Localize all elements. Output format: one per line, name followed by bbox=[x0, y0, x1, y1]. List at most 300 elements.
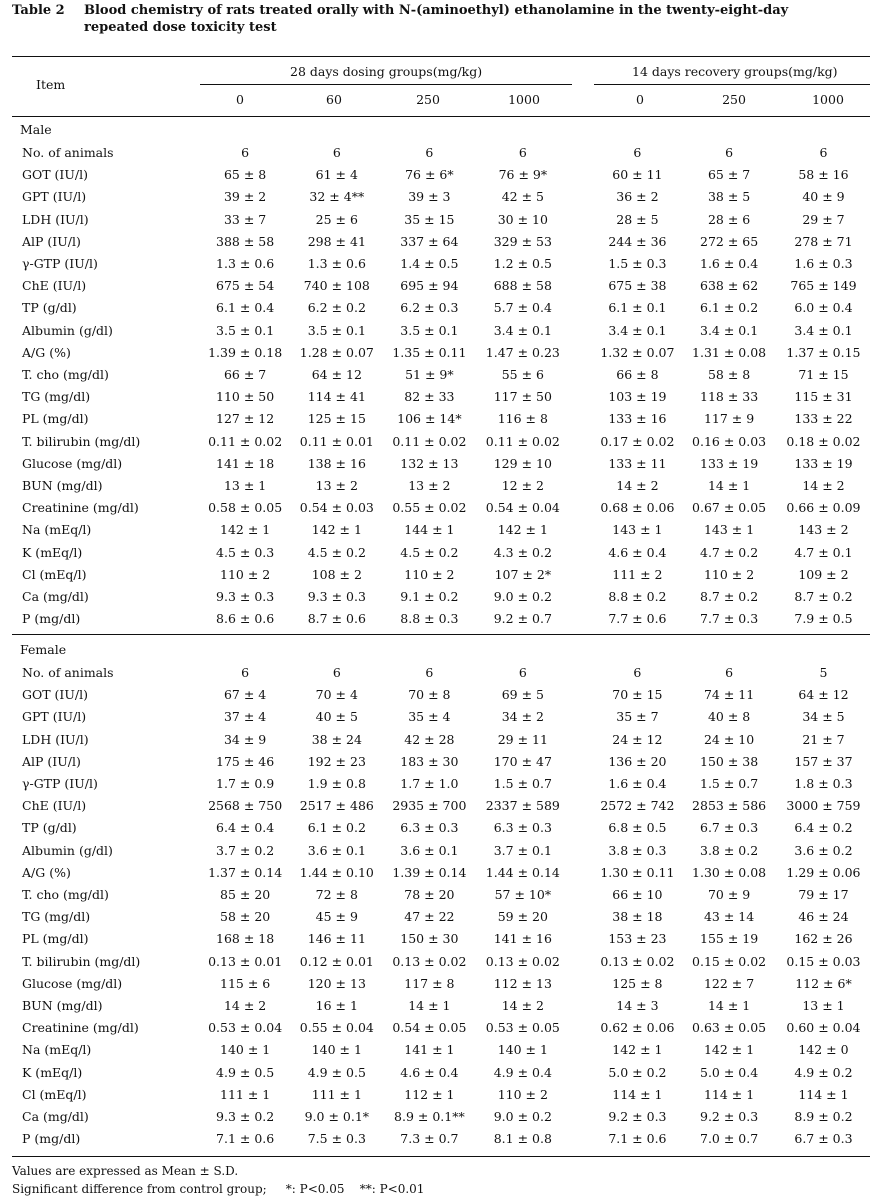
table-row bbox=[12, 862, 872, 884]
bottom-rule bbox=[12, 1156, 870, 1157]
table-cell: 0.53 ± 0.04 bbox=[208, 1020, 283, 1036]
recovery-group-rule bbox=[594, 84, 870, 85]
table-row bbox=[12, 1084, 872, 1106]
table-cell: 6.8 ± 0.5 bbox=[608, 820, 667, 836]
table-cell: 7.7 ± 0.6 bbox=[608, 611, 667, 627]
table-cell: 1.2 ± 0.5 bbox=[493, 256, 552, 272]
table-cell: 6 bbox=[518, 145, 527, 160]
table-cell: 278 ± 71 bbox=[794, 233, 853, 249]
table-cell: 6 bbox=[633, 665, 642, 680]
row-label: LDH (IU/l) bbox=[22, 731, 89, 747]
male-table bbox=[12, 142, 872, 630]
table-cell: 12 ± 2 bbox=[501, 478, 544, 494]
table-cell: 3.8 ± 0.3 bbox=[608, 842, 667, 858]
row-label: No. of animals bbox=[22, 665, 114, 680]
table-cell: 9.0 ± 0.2 bbox=[493, 589, 552, 605]
table-cell: 1.39 ± 0.18 bbox=[208, 344, 283, 360]
row-label: K (mEq/l) bbox=[22, 544, 83, 560]
table-cell: 58 ± 20 bbox=[220, 909, 271, 925]
table-cell: 3.8 ± 0.2 bbox=[700, 842, 759, 858]
table-cell: 71 ± 15 bbox=[798, 367, 849, 383]
row-label: TP (g/dl) bbox=[22, 300, 77, 316]
table-cell: 1.4 ± 0.5 bbox=[400, 256, 459, 272]
row-label: GPT (IU/l) bbox=[22, 189, 87, 205]
table-title: Blood chemistry of rats treated orally with N-(aminoethyl) ethanolamine in the twenty-eight-day repeated dose toxicity test bbox=[84, 3, 789, 35]
table-cell: 8.6 ± 0.6 bbox=[216, 611, 275, 627]
row-label: Ca (mg/dl) bbox=[22, 589, 89, 605]
row-label: PL (mg/dl) bbox=[22, 411, 89, 427]
table-cell: 0.13 ± 0.02 bbox=[600, 953, 675, 969]
table-row bbox=[12, 519, 872, 541]
table-cell: 34 ± 9 bbox=[223, 731, 267, 747]
table-cell: 0.60 ± 0.04 bbox=[786, 1020, 861, 1036]
table-cell: 2337 ± 589 bbox=[485, 798, 560, 814]
table-row bbox=[12, 275, 872, 297]
table-cell: 47 ± 22 bbox=[404, 909, 455, 925]
table-cell: 6 bbox=[332, 665, 341, 680]
table-cell: 9.1 ± 0.2 bbox=[400, 589, 459, 605]
table-cell: 6 bbox=[725, 665, 734, 680]
row-label: γ-GTP (IU/l) bbox=[22, 776, 98, 792]
table-cell: 115 ± 6 bbox=[220, 975, 271, 991]
table-cell: 6.4 ± 0.2 bbox=[794, 820, 853, 836]
table-cell: 28 ± 5 bbox=[616, 211, 659, 227]
table-cell: 66 ± 8 bbox=[616, 367, 659, 383]
row-label: γ-GTP (IU/l) bbox=[22, 256, 98, 272]
row-label: P (mg/dl) bbox=[22, 1131, 81, 1147]
table-cell: 1.5 ± 0.7 bbox=[700, 776, 759, 792]
table-cell: 58 ± 8 bbox=[707, 367, 751, 383]
table-cell: 79 ± 17 bbox=[798, 887, 849, 903]
table-cell: 5.7 ± 0.4 bbox=[493, 300, 552, 316]
table-cell: 110 ± 50 bbox=[216, 389, 275, 405]
table-cell: 111 ± 1 bbox=[311, 1086, 362, 1102]
table-cell: 33 ± 7 bbox=[223, 211, 267, 227]
table-cell: 109 ± 2 bbox=[798, 566, 849, 582]
table-cell: 0.15 ± 0.03 bbox=[786, 953, 861, 969]
table-cell: 59 ± 20 bbox=[497, 909, 548, 925]
table-cell: 6.2 ± 0.2 bbox=[307, 300, 366, 316]
table-cell: 51 ± 9* bbox=[405, 367, 454, 383]
table-cell: 37 ± 4 bbox=[223, 709, 267, 725]
table-cell: 69 ± 5 bbox=[501, 687, 544, 703]
table-cell: 150 ± 30 bbox=[400, 931, 459, 947]
table-cell: 28 ± 6 bbox=[707, 211, 751, 227]
section-rule bbox=[12, 634, 870, 635]
table-cell: 0.54 ± 0.03 bbox=[299, 500, 374, 516]
table-cell: 114 ± 1 bbox=[612, 1086, 663, 1102]
table-cell: 67 ± 4 bbox=[223, 687, 267, 703]
table-cell: 4.7 ± 0.2 bbox=[700, 544, 759, 560]
table-cell: 1.47 ± 0.23 bbox=[485, 344, 560, 360]
row-label: No. of animals bbox=[22, 145, 114, 160]
table-cell: 29 ± 11 bbox=[497, 731, 548, 747]
table-cell: 34 ± 5 bbox=[802, 709, 845, 725]
table-cell: 157 ± 37 bbox=[794, 753, 853, 769]
table-cell: 168 ± 18 bbox=[216, 931, 275, 947]
row-label: T. cho (mg/dl) bbox=[22, 887, 109, 903]
table-cell: 141 ± 1 bbox=[404, 1042, 455, 1058]
table-cell: 112 ± 1 bbox=[404, 1086, 455, 1102]
table-cell: 14 ± 3 bbox=[616, 998, 659, 1014]
table-cell: 1.39 ± 0.14 bbox=[392, 864, 467, 880]
table-row bbox=[12, 209, 872, 231]
footnote-mean-sd: Values are expressed as Mean ± S.D. bbox=[12, 1164, 239, 1178]
table-cell: 329 ± 53 bbox=[493, 233, 552, 249]
table-cell: 388 ± 58 bbox=[216, 233, 275, 249]
table-cell: 29 ± 7 bbox=[802, 211, 845, 227]
table-cell: 0.13 ± 0.02 bbox=[392, 953, 467, 969]
table-cell: 24 ± 12 bbox=[612, 731, 663, 747]
row-label: AlP (IU/l) bbox=[22, 233, 81, 249]
table-cell: 0.58 ± 0.05 bbox=[208, 500, 283, 516]
table-cell: 7.1 ± 0.6 bbox=[608, 1131, 667, 1147]
table-cell: 138 ± 16 bbox=[307, 455, 366, 471]
table-cell: 1.37 ± 0.15 bbox=[786, 344, 861, 360]
table-cell: 66 ± 10 bbox=[612, 887, 663, 903]
table-cell: 39 ± 3 bbox=[408, 189, 451, 205]
table-cell: 55 ± 6 bbox=[501, 367, 544, 383]
table-cell: 175 ± 46 bbox=[216, 753, 275, 769]
table-cell: 2572 ± 742 bbox=[600, 798, 675, 814]
table-cell: 127 ± 12 bbox=[216, 411, 275, 427]
row-label: TG (mg/dl) bbox=[22, 909, 91, 925]
table-row bbox=[12, 386, 872, 408]
table-number: Table 2 bbox=[12, 3, 65, 18]
table-cell: 14 ± 1 bbox=[408, 998, 451, 1014]
table-row bbox=[12, 408, 872, 430]
dose-header: 250 bbox=[722, 92, 746, 107]
table-cell: 688 ± 58 bbox=[493, 278, 552, 294]
table-cell: 4.9 ± 0.5 bbox=[216, 1064, 275, 1080]
table-cell: 0.13 ± 0.01 bbox=[208, 953, 283, 969]
table-cell: 110 ± 2 bbox=[497, 1086, 548, 1102]
table-cell: 8.1 ± 0.8 bbox=[493, 1131, 552, 1147]
row-label: Albumin (g/dl) bbox=[22, 842, 113, 858]
table-cell: 6 bbox=[425, 145, 434, 160]
table-cell: 4.6 ± 0.4 bbox=[400, 1064, 459, 1080]
row-label: T. cho (mg/dl) bbox=[22, 367, 109, 383]
table-cell: 5.0 ± 0.4 bbox=[700, 1064, 759, 1080]
table-cell: 13 ± 1 bbox=[802, 998, 845, 1014]
table-cell: 1.8 ± 0.3 bbox=[794, 776, 853, 792]
table-cell: 1.5 ± 0.7 bbox=[493, 776, 552, 792]
table-cell: 1.3 ± 0.6 bbox=[307, 256, 366, 272]
table-cell: 0.11 ± 0.02 bbox=[392, 433, 467, 449]
table-row bbox=[12, 142, 872, 164]
table-cell: 114 ± 1 bbox=[703, 1086, 755, 1102]
row-label: A/G (%) bbox=[22, 344, 71, 360]
table-cell: 0.68 ± 0.06 bbox=[600, 500, 675, 516]
table-cell: 0.15 ± 0.02 bbox=[692, 953, 767, 969]
row-label: Glucose (mg/dl) bbox=[22, 975, 123, 991]
table-cell: 7.1 ± 0.6 bbox=[216, 1131, 275, 1147]
table-cell: 38 ± 18 bbox=[612, 909, 663, 925]
table-cell: 3.4 ± 0.1 bbox=[794, 322, 853, 338]
table-cell: 14 ± 2 bbox=[802, 478, 845, 494]
table-cell: 3.5 ± 0.1 bbox=[400, 322, 459, 338]
table-cell: 1.31 ± 0.08 bbox=[692, 344, 767, 360]
female-table bbox=[12, 662, 872, 1150]
table-row bbox=[12, 906, 872, 928]
table-cell: 3.5 ± 0.1 bbox=[307, 322, 366, 338]
table-cell: 298 ± 41 bbox=[307, 233, 366, 249]
row-label: Na (mEq/l) bbox=[22, 1042, 92, 1058]
table-cell: 272 ± 65 bbox=[700, 233, 759, 249]
table-cell: 32 ± 4** bbox=[309, 189, 365, 205]
table-cell: 1.44 ± 0.10 bbox=[299, 864, 374, 880]
table-cell: 21 ± 7 bbox=[802, 731, 845, 747]
table-cell: 6.1 ± 0.2 bbox=[700, 300, 759, 316]
table-cell: 9.2 ± 0.3 bbox=[700, 1109, 759, 1125]
table-cell: 143 ± 1 bbox=[703, 522, 755, 538]
table-cell: 8.8 ± 0.3 bbox=[400, 611, 459, 627]
row-label: A/G (%) bbox=[22, 864, 71, 880]
row-label: GPT (IU/l) bbox=[22, 709, 87, 725]
table-cell: 4.9 ± 0.4 bbox=[493, 1064, 552, 1080]
table-row bbox=[12, 364, 872, 386]
table-cell: 122 ± 7 bbox=[703, 975, 755, 991]
table-cell: 0.17 ± 0.02 bbox=[600, 433, 675, 449]
table-cell: 36 ± 2 bbox=[616, 189, 659, 205]
table-cell: 65 ± 7 bbox=[707, 167, 751, 183]
table-cell: 7.3 ± 0.7 bbox=[400, 1131, 459, 1147]
table-cell: 9.0 ± 0.1* bbox=[304, 1109, 370, 1125]
table-cell: 60 ± 11 bbox=[612, 167, 663, 183]
table-cell: 103 ± 19 bbox=[608, 389, 667, 405]
table-cell: 1.5 ± 0.3 bbox=[608, 256, 667, 272]
table-cell: 4.9 ± 0.2 bbox=[794, 1064, 853, 1080]
table-cell: 82 ± 33 bbox=[404, 389, 455, 405]
row-label: Creatinine (mg/dl) bbox=[22, 500, 139, 516]
table-row bbox=[12, 475, 872, 497]
table-cell: 2517 ± 486 bbox=[299, 798, 374, 814]
table-cell: 3.5 ± 0.1 bbox=[216, 322, 275, 338]
table-cell: 140 ± 1 bbox=[497, 1042, 548, 1058]
table-cell: 117 ± 8 bbox=[404, 975, 455, 991]
table-cell: 0.62 ± 0.06 bbox=[600, 1020, 675, 1036]
table-cell: 6 bbox=[332, 145, 341, 160]
table-cell: 740 ± 108 bbox=[303, 278, 370, 294]
table-cell: 2935 ± 700 bbox=[392, 798, 467, 814]
table-cell: 112 ± 13 bbox=[493, 975, 552, 991]
table-cell: 8.7 ± 0.2 bbox=[794, 589, 853, 605]
table-cell: 107 ± 2* bbox=[494, 566, 552, 582]
table-cell: 1.29 ± 0.06 bbox=[786, 864, 861, 880]
table-cell: 2853 ± 586 bbox=[692, 798, 767, 814]
table-cell: 14 ± 2 bbox=[501, 998, 544, 1014]
dose-header: 250 bbox=[416, 92, 440, 107]
table-cell: 143 ± 2 bbox=[798, 522, 849, 538]
table-cell: 38 ± 5 bbox=[707, 189, 751, 205]
table-cell: 6.4 ± 0.4 bbox=[216, 820, 275, 836]
table-cell: 3000 ± 759 bbox=[786, 798, 861, 814]
table-row bbox=[12, 729, 872, 751]
table-cell: 144 ± 1 bbox=[404, 522, 455, 538]
table-cell: 0.11 ± 0.02 bbox=[208, 433, 283, 449]
table-cell: 70 ± 9 bbox=[707, 887, 751, 903]
table-row bbox=[12, 542, 872, 564]
table-cell: 2568 ± 750 bbox=[208, 798, 283, 814]
table-cell: 1.32 ± 0.07 bbox=[600, 344, 675, 360]
table-cell: 8.9 ± 0.2 bbox=[794, 1109, 853, 1125]
table-cell: 142 ± 1 bbox=[311, 522, 362, 538]
table-cell: 114 ± 1 bbox=[798, 1086, 849, 1102]
table-cell: 39 ± 2 bbox=[223, 189, 267, 205]
table-cell: 0.12 ± 0.01 bbox=[299, 953, 374, 969]
row-label: TP (g/dl) bbox=[22, 820, 77, 836]
table-row bbox=[12, 684, 872, 706]
dose-header: 1000 bbox=[508, 92, 540, 107]
recovery-group-header: 14 days recovery groups(mg/kg) bbox=[632, 64, 838, 79]
table-cell: 70 ± 15 bbox=[612, 687, 663, 703]
table-cell: 6.3 ± 0.3 bbox=[493, 820, 552, 836]
table-cell: 6 bbox=[241, 665, 250, 680]
table-cell: 115 ± 31 bbox=[794, 389, 853, 405]
table-cell: 46 ± 24 bbox=[798, 909, 849, 925]
table-cell: 0.54 ± 0.04 bbox=[485, 500, 560, 516]
table-cell: 13 ± 1 bbox=[223, 478, 267, 494]
table-cell: 125 ± 15 bbox=[307, 411, 366, 427]
row-label: BUN (mg/dl) bbox=[22, 998, 103, 1014]
table-cell: 136 ± 20 bbox=[608, 753, 667, 769]
table-cell: 42 ± 5 bbox=[501, 189, 544, 205]
row-label: Cl (mEq/l) bbox=[22, 566, 87, 582]
table-cell: 150 ± 38 bbox=[700, 753, 759, 769]
table-cell: 13 ± 2 bbox=[408, 478, 451, 494]
top-rule bbox=[12, 56, 870, 57]
table-cell: 72 ± 8 bbox=[315, 887, 358, 903]
table-row bbox=[12, 773, 872, 795]
dosing-group-header: 28 days dosing groups(mg/kg) bbox=[290, 64, 483, 79]
row-label: AlP (IU/l) bbox=[22, 753, 81, 769]
row-label: K (mEq/l) bbox=[22, 1064, 83, 1080]
row-label: Albumin (g/dl) bbox=[22, 322, 113, 338]
table-row bbox=[12, 1062, 872, 1084]
table-cell: 78 ± 20 bbox=[404, 887, 455, 903]
table-row bbox=[12, 951, 872, 973]
table-cell: 133 ± 19 bbox=[794, 455, 853, 471]
table-cell: 695 ± 94 bbox=[400, 278, 459, 294]
table-row bbox=[12, 297, 872, 319]
row-label: TG (mg/dl) bbox=[22, 389, 91, 405]
table-cell: 9.2 ± 0.7 bbox=[493, 611, 552, 627]
table-cell: 146 ± 11 bbox=[307, 931, 366, 947]
table-cell: 7.0 ± 0.7 bbox=[700, 1131, 759, 1147]
table-cell: 110 ± 2 bbox=[220, 566, 271, 582]
table-cell: 8.7 ± 0.2 bbox=[700, 589, 759, 605]
table-cell: 117 ± 9 bbox=[703, 411, 755, 427]
row-label: BUN (mg/dl) bbox=[22, 478, 103, 494]
row-label: P (mg/dl) bbox=[22, 611, 81, 627]
table-cell: 40 ± 9 bbox=[802, 189, 845, 205]
table-cell: 6.1 ± 0.2 bbox=[307, 820, 366, 836]
row-label: PL (mg/dl) bbox=[22, 931, 89, 947]
table-cell: 8.8 ± 0.2 bbox=[608, 589, 667, 605]
table-cell: 120 ± 13 bbox=[307, 975, 366, 991]
table-cell: 1.6 ± 0.4 bbox=[608, 776, 667, 792]
table-cell: 110 ± 2 bbox=[703, 566, 755, 582]
table-cell: 142 ± 0 bbox=[798, 1042, 849, 1058]
table-cell: 9.3 ± 0.3 bbox=[216, 589, 275, 605]
table-cell: 118 ± 33 bbox=[700, 389, 759, 405]
table-cell: 35 ± 15 bbox=[404, 211, 455, 227]
table-cell: 110 ± 2 bbox=[404, 566, 455, 582]
table-cell: 108 ± 2 bbox=[311, 566, 362, 582]
table-cell: 142 ± 1 bbox=[612, 1042, 663, 1058]
table-cell: 140 ± 1 bbox=[220, 1042, 271, 1058]
table-cell: 111 ± 2 bbox=[612, 566, 663, 582]
table-cell: 112 ± 6* bbox=[795, 975, 852, 991]
table-cell: 133 ± 19 bbox=[700, 455, 759, 471]
row-label: Cl (mEq/l) bbox=[22, 1086, 87, 1102]
table-cell: 192 ± 23 bbox=[307, 753, 366, 769]
table-cell: 9.0 ± 0.2 bbox=[493, 1109, 552, 1125]
table-cell: 153 ± 23 bbox=[608, 931, 667, 947]
table-cell: 1.30 ± 0.11 bbox=[600, 864, 675, 880]
table-cell: 3.7 ± 0.2 bbox=[216, 842, 275, 858]
table-cell: 45 ± 9 bbox=[315, 909, 358, 925]
table-row bbox=[12, 751, 872, 773]
table-cell: 6 bbox=[518, 665, 527, 680]
table-cell: 0.13 ± 0.02 bbox=[485, 953, 560, 969]
table-cell: 106 ± 14* bbox=[397, 411, 462, 427]
table-cell: 5 bbox=[819, 665, 828, 680]
table-row bbox=[12, 342, 872, 364]
row-label: Creatinine (mg/dl) bbox=[22, 1020, 139, 1036]
table-cell: 155 ± 19 bbox=[700, 931, 759, 947]
table-cell: 3.4 ± 0.1 bbox=[493, 322, 552, 338]
table-cell: 40 ± 8 bbox=[707, 709, 751, 725]
table-cell: 142 ± 1 bbox=[497, 522, 548, 538]
footnote-significance: Significant difference from control group; *: P<0.05 **: P<0.01 bbox=[12, 1182, 425, 1196]
table-cell: 1.7 ± 0.9 bbox=[216, 776, 275, 792]
table-cell: 76 ± 6* bbox=[405, 167, 454, 183]
table-cell: 9.3 ± 0.2 bbox=[216, 1109, 275, 1125]
table-cell: 143 ± 1 bbox=[612, 522, 663, 538]
table-cell: 0.11 ± 0.01 bbox=[299, 433, 374, 449]
table-cell: 1.3 ± 0.6 bbox=[216, 256, 275, 272]
table-cell: 142 ± 1 bbox=[703, 1042, 755, 1058]
header-rule bbox=[12, 116, 870, 117]
table-cell: 35 ± 4 bbox=[408, 709, 451, 725]
table-cell: 133 ± 11 bbox=[608, 455, 667, 471]
table-row bbox=[12, 817, 872, 839]
table-cell: 4.5 ± 0.3 bbox=[216, 544, 275, 560]
table-cell: 70 ± 4 bbox=[315, 687, 358, 703]
table-cell: 14 ± 2 bbox=[616, 478, 659, 494]
row-label: LDH (IU/l) bbox=[22, 211, 89, 227]
table-row bbox=[12, 231, 872, 253]
table-cell: 8.7 ± 0.6 bbox=[307, 611, 366, 627]
table-cell: 14 ± 1 bbox=[707, 998, 751, 1014]
table-cell: 6 bbox=[425, 665, 434, 680]
table-cell: 6.3 ± 0.3 bbox=[400, 820, 459, 836]
table-cell: 14 ± 1 bbox=[707, 478, 751, 494]
table-cell: 675 ± 54 bbox=[216, 278, 275, 294]
table-row bbox=[12, 164, 872, 186]
table-cell: 0.11 ± 0.02 bbox=[485, 433, 560, 449]
table-cell: 42 ± 28 bbox=[404, 731, 455, 747]
table-cell: 13 ± 2 bbox=[315, 478, 358, 494]
table-cell: 0.63 ± 0.05 bbox=[692, 1020, 767, 1036]
table-cell: 0.67 ± 0.05 bbox=[692, 500, 767, 516]
table-cell: 4.7 ± 0.1 bbox=[794, 544, 853, 560]
table-cell: 0.66 ± 0.09 bbox=[786, 500, 861, 516]
table-cell: 6.2 ± 0.3 bbox=[400, 300, 459, 316]
table-row bbox=[12, 1017, 872, 1039]
table-cell: 142 ± 1 bbox=[220, 522, 271, 538]
